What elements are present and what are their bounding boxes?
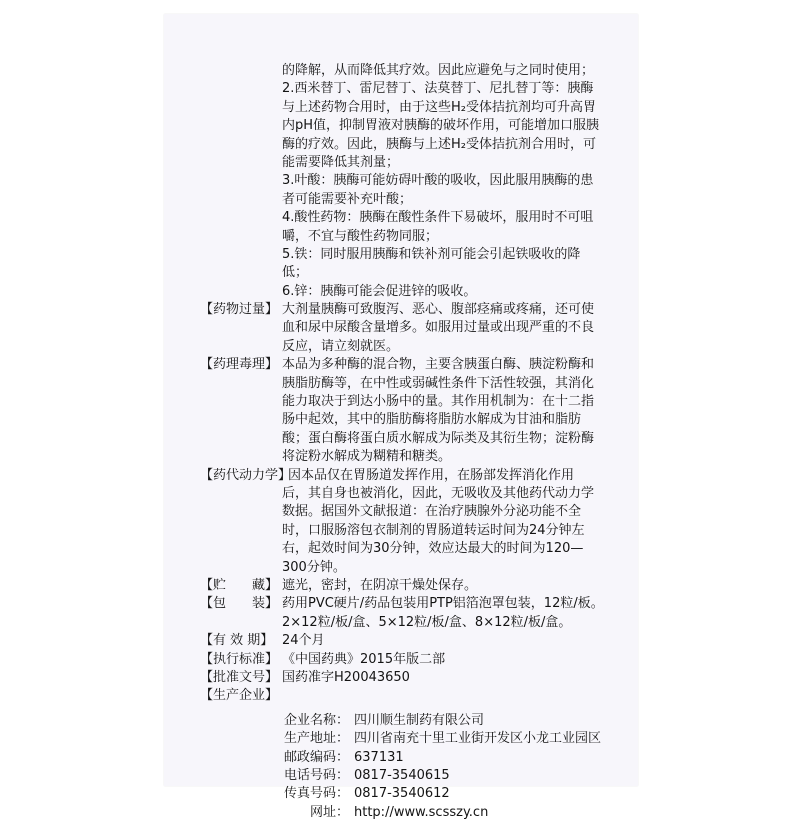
- approval-section: [200, 669, 612, 687]
- standard-text: 《中国药典》2015年版二部: [282, 651, 446, 667]
- fax-number: 0817-3540612: [354, 786, 450, 802]
- text-line: 右，起效时间为30分钟，效应达最大的时间为120—: [282, 541, 584, 557]
- field-key: 生产地址：: [284, 731, 350, 747]
- text-line: 将淀粉水解成为糊精和糖类。: [282, 449, 452, 465]
- pharmacology-section: [200, 356, 612, 466]
- approval-text: 国药准字H20043650: [282, 669, 410, 685]
- text-line: 的降解，从而降低其疗效。因此应避免与之同时使用；: [282, 63, 595, 78]
- text-line: 低；: [282, 265, 309, 281]
- manufacturer-row: [200, 712, 612, 730]
- manufacturer-row: [200, 749, 612, 767]
- validity-section: [200, 632, 612, 650]
- storage-text: 遮光，密封，在阴凉干燥处保存。: [282, 577, 478, 593]
- section-label: 【贮 藏】: [200, 577, 279, 593]
- text-line: 5.铁：同时服用胰酶和铁补剂可能会引起铁吸收的降: [282, 246, 581, 262]
- text-line: 能需要降低其剂量；: [282, 154, 400, 170]
- text-line: 药用PVC硬片/药品包装用PTP铝箔泡罩包装，12粒/板。: [282, 596, 604, 612]
- text-line: 3.叶酸：胰酶可能妨碍叶酸的吸收，因此服用胰酶的患: [282, 173, 594, 189]
- manufacturer-row: [200, 767, 612, 785]
- phone-number: 0817-3540615: [354, 767, 450, 783]
- text-line: 肠中起效，其中的脂肪酶将脂肪水解成为甘油和脂肪: [282, 412, 582, 428]
- field-key: 电话号码：: [284, 767, 350, 783]
- text-line: 与上述药物合用时，由于这些H₂受体拮抗剂均可升高胃: [282, 99, 596, 115]
- standard-section: [200, 651, 612, 669]
- text-line: 本品为多种酶的混合物，主要含胰蛋白酶、胰淀粉酶和: [282, 357, 595, 373]
- text-line: 2.西米替丁、雷尼替丁、法莫替丁、尼扎替丁等：胰酶: [282, 81, 594, 97]
- validity-text: 24个月: [282, 633, 325, 649]
- section-label: 【药代动力学】: [200, 467, 292, 483]
- text-line: 300分钟。: [282, 559, 346, 575]
- leaflet-content: [200, 62, 612, 822]
- manufacturer-label: 【生产企业】: [200, 688, 279, 704]
- manufacturer-row: [200, 804, 612, 822]
- text-line: 反应，请立刻就医。: [282, 338, 400, 354]
- text-line: 嚼，不宜与酸性药物同服；: [282, 228, 439, 244]
- text-line: 大剂量胰酶可致腹泻、恶心、腹部痉痛或疼痛，还可使: [282, 302, 595, 318]
- text-line: 内pH值，抑制胃液对胰酶的破坏作用，可能增加口服胰: [282, 118, 600, 134]
- text-line: 能力取决于到达小肠中的量。其作用机制为：在十二指: [282, 394, 595, 410]
- packaging-section: [200, 595, 612, 632]
- text-line: 后，其自身也被消化，因此，无吸收及其他药代动力学: [282, 486, 595, 501]
- pharmacokinetics-section: [200, 467, 612, 485]
- text-line: 数据。据国外文献报道：在治疗胰腺外分泌功能不全: [282, 504, 582, 520]
- postal-code: 637131: [354, 749, 404, 765]
- section-label: 【包 装】: [200, 596, 279, 612]
- text-line: 胰脂肪酶等，在中性或弱碱性条件下活性较强，其消化: [282, 375, 595, 391]
- production-address: 四川省南充十里工业街开发区小龙工业园区: [354, 731, 602, 747]
- company-name: 四川顺生制药有限公司: [354, 712, 485, 728]
- field-key: 网址：: [284, 804, 350, 820]
- text-line: 6.锌：胰酶可能会促进锌的吸收。: [282, 283, 477, 299]
- section-label: 【批准文号】: [200, 669, 279, 685]
- text-line: 4.酸性药物：胰酶在酸性条件下易破坏，服用时不可咀: [282, 210, 594, 226]
- text-line: 时，口服肠溶包衣制剂的胃肠道转运时间为24分钟左: [282, 522, 585, 538]
- text-line: 酶的疗效。因此，胰酶与上述H₂受体拮抗剂合用时，可: [282, 136, 596, 152]
- website: http://www.scsszy.cn: [354, 804, 489, 820]
- section-label: 【药理毒理】: [200, 357, 279, 373]
- section-label: 【执行标准】: [200, 651, 279, 667]
- text-line: 酸；蛋白酶将蛋白质水解成为际类及其衍生物；淀粉酶: [282, 430, 595, 446]
- storage-section: [200, 577, 612, 595]
- text-line: 因本品仅在胃肠道发挥作用，在肠部发挥消化作用: [288, 467, 575, 483]
- section-label: 【药物过量】: [200, 302, 279, 318]
- overdose-section: [200, 301, 612, 356]
- text-line: 者可能需要补充叶酸；: [282, 191, 413, 207]
- text-line: 血和尿中尿酸含量增多。如服用过量或出现严重的不良: [282, 320, 595, 336]
- manufacturer-section: [200, 712, 612, 822]
- field-key: 企业名称：: [284, 712, 350, 728]
- field-key: 传真号码：: [284, 786, 350, 802]
- field-key: 邮政编码：: [284, 749, 350, 765]
- section-label: 【有 效 期】: [200, 633, 274, 649]
- manufacturer-row: [200, 785, 612, 803]
- text-line: 2×12粒/板/盒、5×12粒/板/盒、8×12粒/板/盒。: [282, 614, 572, 630]
- interactions-section: [200, 62, 612, 301]
- manufacturer-row: [200, 730, 612, 748]
